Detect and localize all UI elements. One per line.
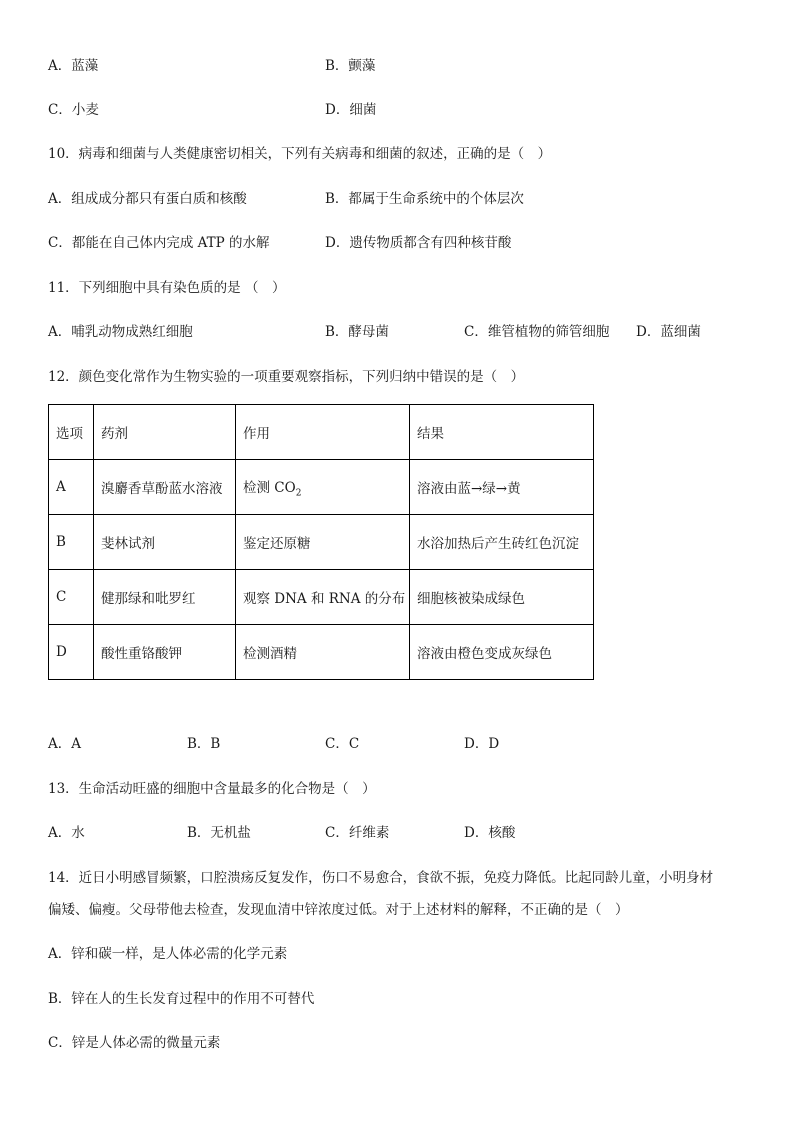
cell-reagent: 溴麝香草酚蓝水溶液 — [94, 460, 236, 515]
q11-stem: 11．下列细胞中具有染色质的是 （ ） — [48, 280, 286, 296]
q14-option-a: A．锌和碳一样，是人体必需的化学元素 — [48, 946, 288, 962]
q10-option-b: B．都属于生命系统中的个体层次 — [325, 191, 524, 207]
cell-result: 水浴加热后产生砖红色沉淀 — [410, 515, 594, 570]
table-row — [49, 515, 594, 570]
q12-stem: 12．颜色变化常作为生物实验的一项重要观察指标，下列归纳中错误的是（ ） — [48, 369, 525, 385]
cell-option: C — [49, 570, 94, 625]
cell-use-subscript: 2 — [295, 488, 302, 499]
table-row — [49, 460, 594, 515]
q14-option-c: C．锌是人体必需的微量元素 — [48, 1035, 221, 1051]
q12-option-a: A．A — [48, 736, 81, 752]
q11-option-a: A．哺乳动物成熟红细胞 — [48, 324, 193, 340]
q12-option-d: D．D — [464, 736, 500, 752]
q12-table — [48, 404, 594, 680]
q10-option-a: A．组成成分都只有蛋白质和核酸 — [48, 191, 247, 207]
cell-use: 鉴定还原糖 — [236, 515, 410, 570]
cell-use: 观察 DNA 和 RNA 的分布 — [236, 570, 410, 625]
q10-stem: 10．病毒和细菌与人类健康密切相关，下列有关病毒和细菌的叙述，正确的是（ ） — [48, 146, 552, 162]
cell-option: D — [49, 625, 94, 680]
q9-option-d: D．细菌 — [325, 102, 377, 118]
table-header-row — [49, 405, 594, 460]
q9-option-a: A．蓝藻 — [48, 58, 99, 74]
cell-use-text: 检测 CO — [243, 479, 296, 496]
q14-stem-line1: 14．近日小明感冒频繁，口腔溃疡反复发作，伤口不易愈合，食欲不振，免疫力降低。比起同龄儿童，小明身材 — [48, 870, 714, 886]
cell-reagent: 斐林试剂 — [94, 515, 236, 570]
q9-option-c: C．小麦 — [48, 102, 99, 118]
table-row — [49, 625, 594, 680]
header-result: 结果 — [410, 405, 594, 460]
q11-option-b: B．酵母菌 — [325, 324, 389, 340]
q10-option-d: D．遗传物质都含有四种核苷酸 — [325, 235, 512, 251]
cell-use: 检测酒精 — [236, 625, 410, 680]
q14-option-b: B．锌在人的生长发育过程中的作用不可替代 — [48, 991, 315, 1007]
header-use: 作用 — [236, 405, 410, 460]
cell-reagent: 健那绿和吡罗红 — [94, 570, 236, 625]
q12-option-c: C．C — [325, 736, 360, 752]
cell-result: 溶液由蓝→绿→黄 — [410, 460, 594, 515]
cell-option: B — [49, 515, 94, 570]
cell-result: 溶液由橙色变成灰绿色 — [410, 625, 594, 680]
q12-option-b: B．B — [187, 736, 221, 752]
q13-option-b: B．无机盐 — [187, 825, 251, 841]
q14-stem-line2: 偏矮、偏瘦。父母带他去检查，发现血清中锌浓度过低。对于上述材料的解释，不正确的是（ ） — [48, 902, 629, 918]
table-row — [49, 570, 594, 625]
q13-option-c: C．纤维素 — [325, 825, 390, 841]
q10-option-c: C．都能在自己体内完成 ATP 的水解 — [48, 235, 270, 251]
header-option: 选项 — [49, 405, 94, 460]
cell-option: A — [49, 460, 94, 515]
q9-option-b: B．颤藻 — [325, 58, 376, 74]
q13-stem: 13．生命活动旺盛的细胞中含量最多的化合物是（ ） — [48, 781, 376, 797]
cell-use — [236, 460, 410, 515]
q13-option-d: D．核酸 — [464, 825, 516, 841]
cell-result: 细胞核被染成绿色 — [410, 570, 594, 625]
q13-option-a: A．水 — [48, 825, 85, 841]
q11-option-c: C．维管植物的筛管细胞 — [464, 324, 610, 340]
q11-option-d: D．蓝细菌 — [636, 324, 701, 340]
cell-reagent: 酸性重铬酸钾 — [94, 625, 236, 680]
header-reagent: 药剂 — [94, 405, 236, 460]
